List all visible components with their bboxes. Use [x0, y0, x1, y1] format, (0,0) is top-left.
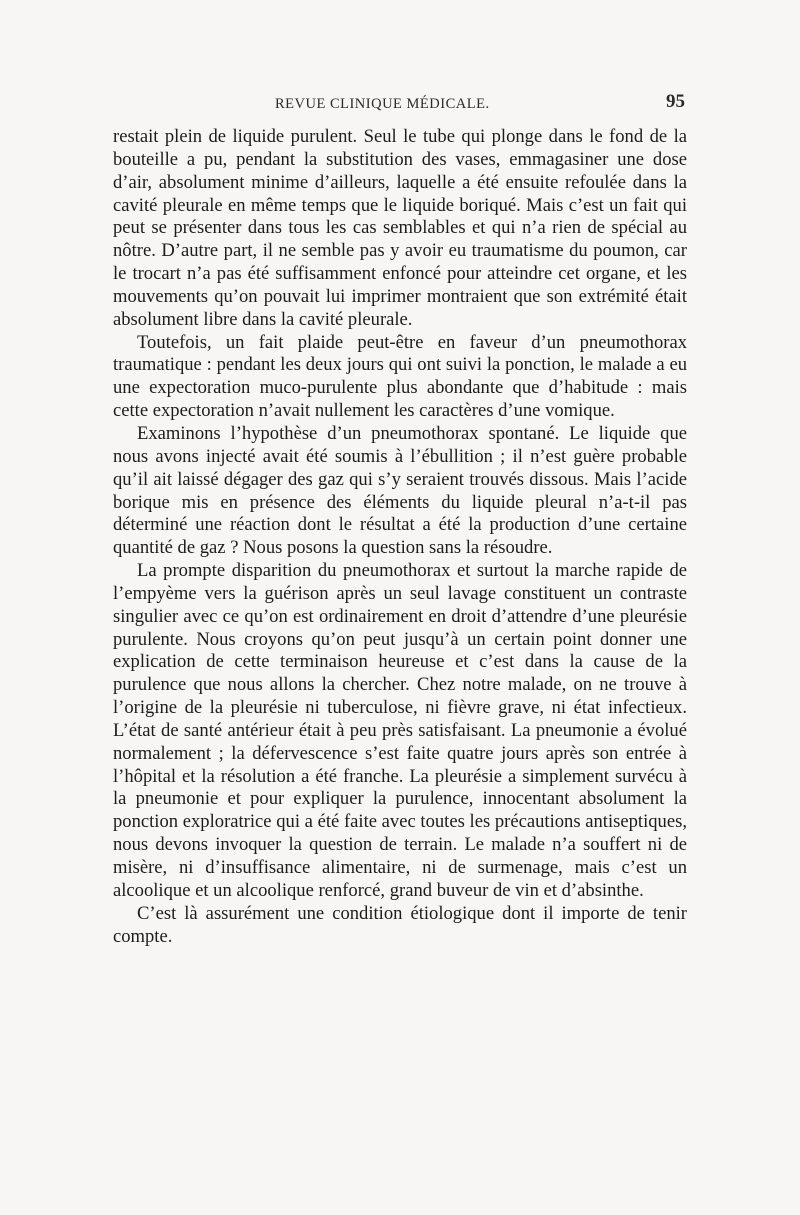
- body-text: [113, 126, 687, 948]
- paragraph: Toutefois, un fait plaide peut-être en faveur d’un pneumothorax traumatique : pendant les deux jours qui ont suivi la ponction, le malade a eu une expectoration muco-purulente plus abondante que d’habitude : mais cette expectoration n’avait nullement les caractères d’une vomique.: [113, 331, 687, 422]
- page-number: 95: [666, 91, 685, 112]
- paragraph: C’est là assurément une condition étiologique dont il importe de tenir compte.: [113, 902, 687, 947]
- paragraph: La prompte disparition du pneumothorax et surtout la marche rapide de l’empyème vers la guérison après un seul lavage constituent un contraste singulier avec ce qu’on est ordinairement en droit d’attendre d’une pleurésie purulente. Nous croyons qu’on peut jusqu’à un certain point donner une explication de cette terminaison heureuse et c’est dans la cause de la purulence que nous allons la chercher. Chez notre malade, on ne trouve à l’origine de la pleurésie ni tuberculose, ni fièvre grave, ni état infectieux. L’état de santé antérieur était à peu près satisfaisant. La pneumonie a évolué normalement ; la défervescence s’est faite quatre jours après son entrée à l’hôpital et la résolution a été franche. La pleurésie a simplement survécu à la pneumonie et pour expliquer la purulence, innocentant absolument la ponction exploratrice qui a été faite avec toutes les précautions antiseptiques, nous devons invoquer la question de terrain. Le malade n’a souffert ni de misère, ni d’insuffisance alimentaire, ni de surmenage, mais c’est un alcoolique et un alcoolique renforcé, grand buveur de vin et d’absinthe.: [113, 560, 687, 901]
- paragraph: Examinons l’hypothèse d’un pneumothorax spontané. Le liquide que nous avons injecté avait été soumis à l’ébullition ; il n’est guère probable qu’il ait laissé dégager des gaz qui s’y seraient trouvés dissous. Mais l’acide borique mis en présence des éléments du liquide pleural n’a-t-il pas déterminé une réaction dont le résultat a été la production d’une certaine quantité de gaz ? Nous posons la question sans la résoudre.: [113, 422, 687, 559]
- paragraph-continued: restait plein de liquide purulent. Seul le tube qui plonge dans le fond de la bouteille a pu, pendant la substitution des vases, emmagasiner une dose d’air, absolument minime d’ailleurs, laquelle a été ensuite refoulée dans la cavité pleurale en même temps que le liquide boriqué. Mais c’est un fait qui peut se présenter dans tous les cas semblables et qui n’a rien de spécial au nôtre. D’autre part, il ne semble pas y avoir eu traumatisme du poumon, car le trocart n’a pas été suffisamment enfoncé pour atteindre cet organe, et les mouvements qu’on pouvait lui imprimer montraient que son extrémité était absolument libre dans la cavité pleurale.: [113, 126, 687, 330]
- running-title: REVUE CLINIQUE MÉDICALE.: [275, 96, 490, 112]
- page-header: [115, 90, 685, 120]
